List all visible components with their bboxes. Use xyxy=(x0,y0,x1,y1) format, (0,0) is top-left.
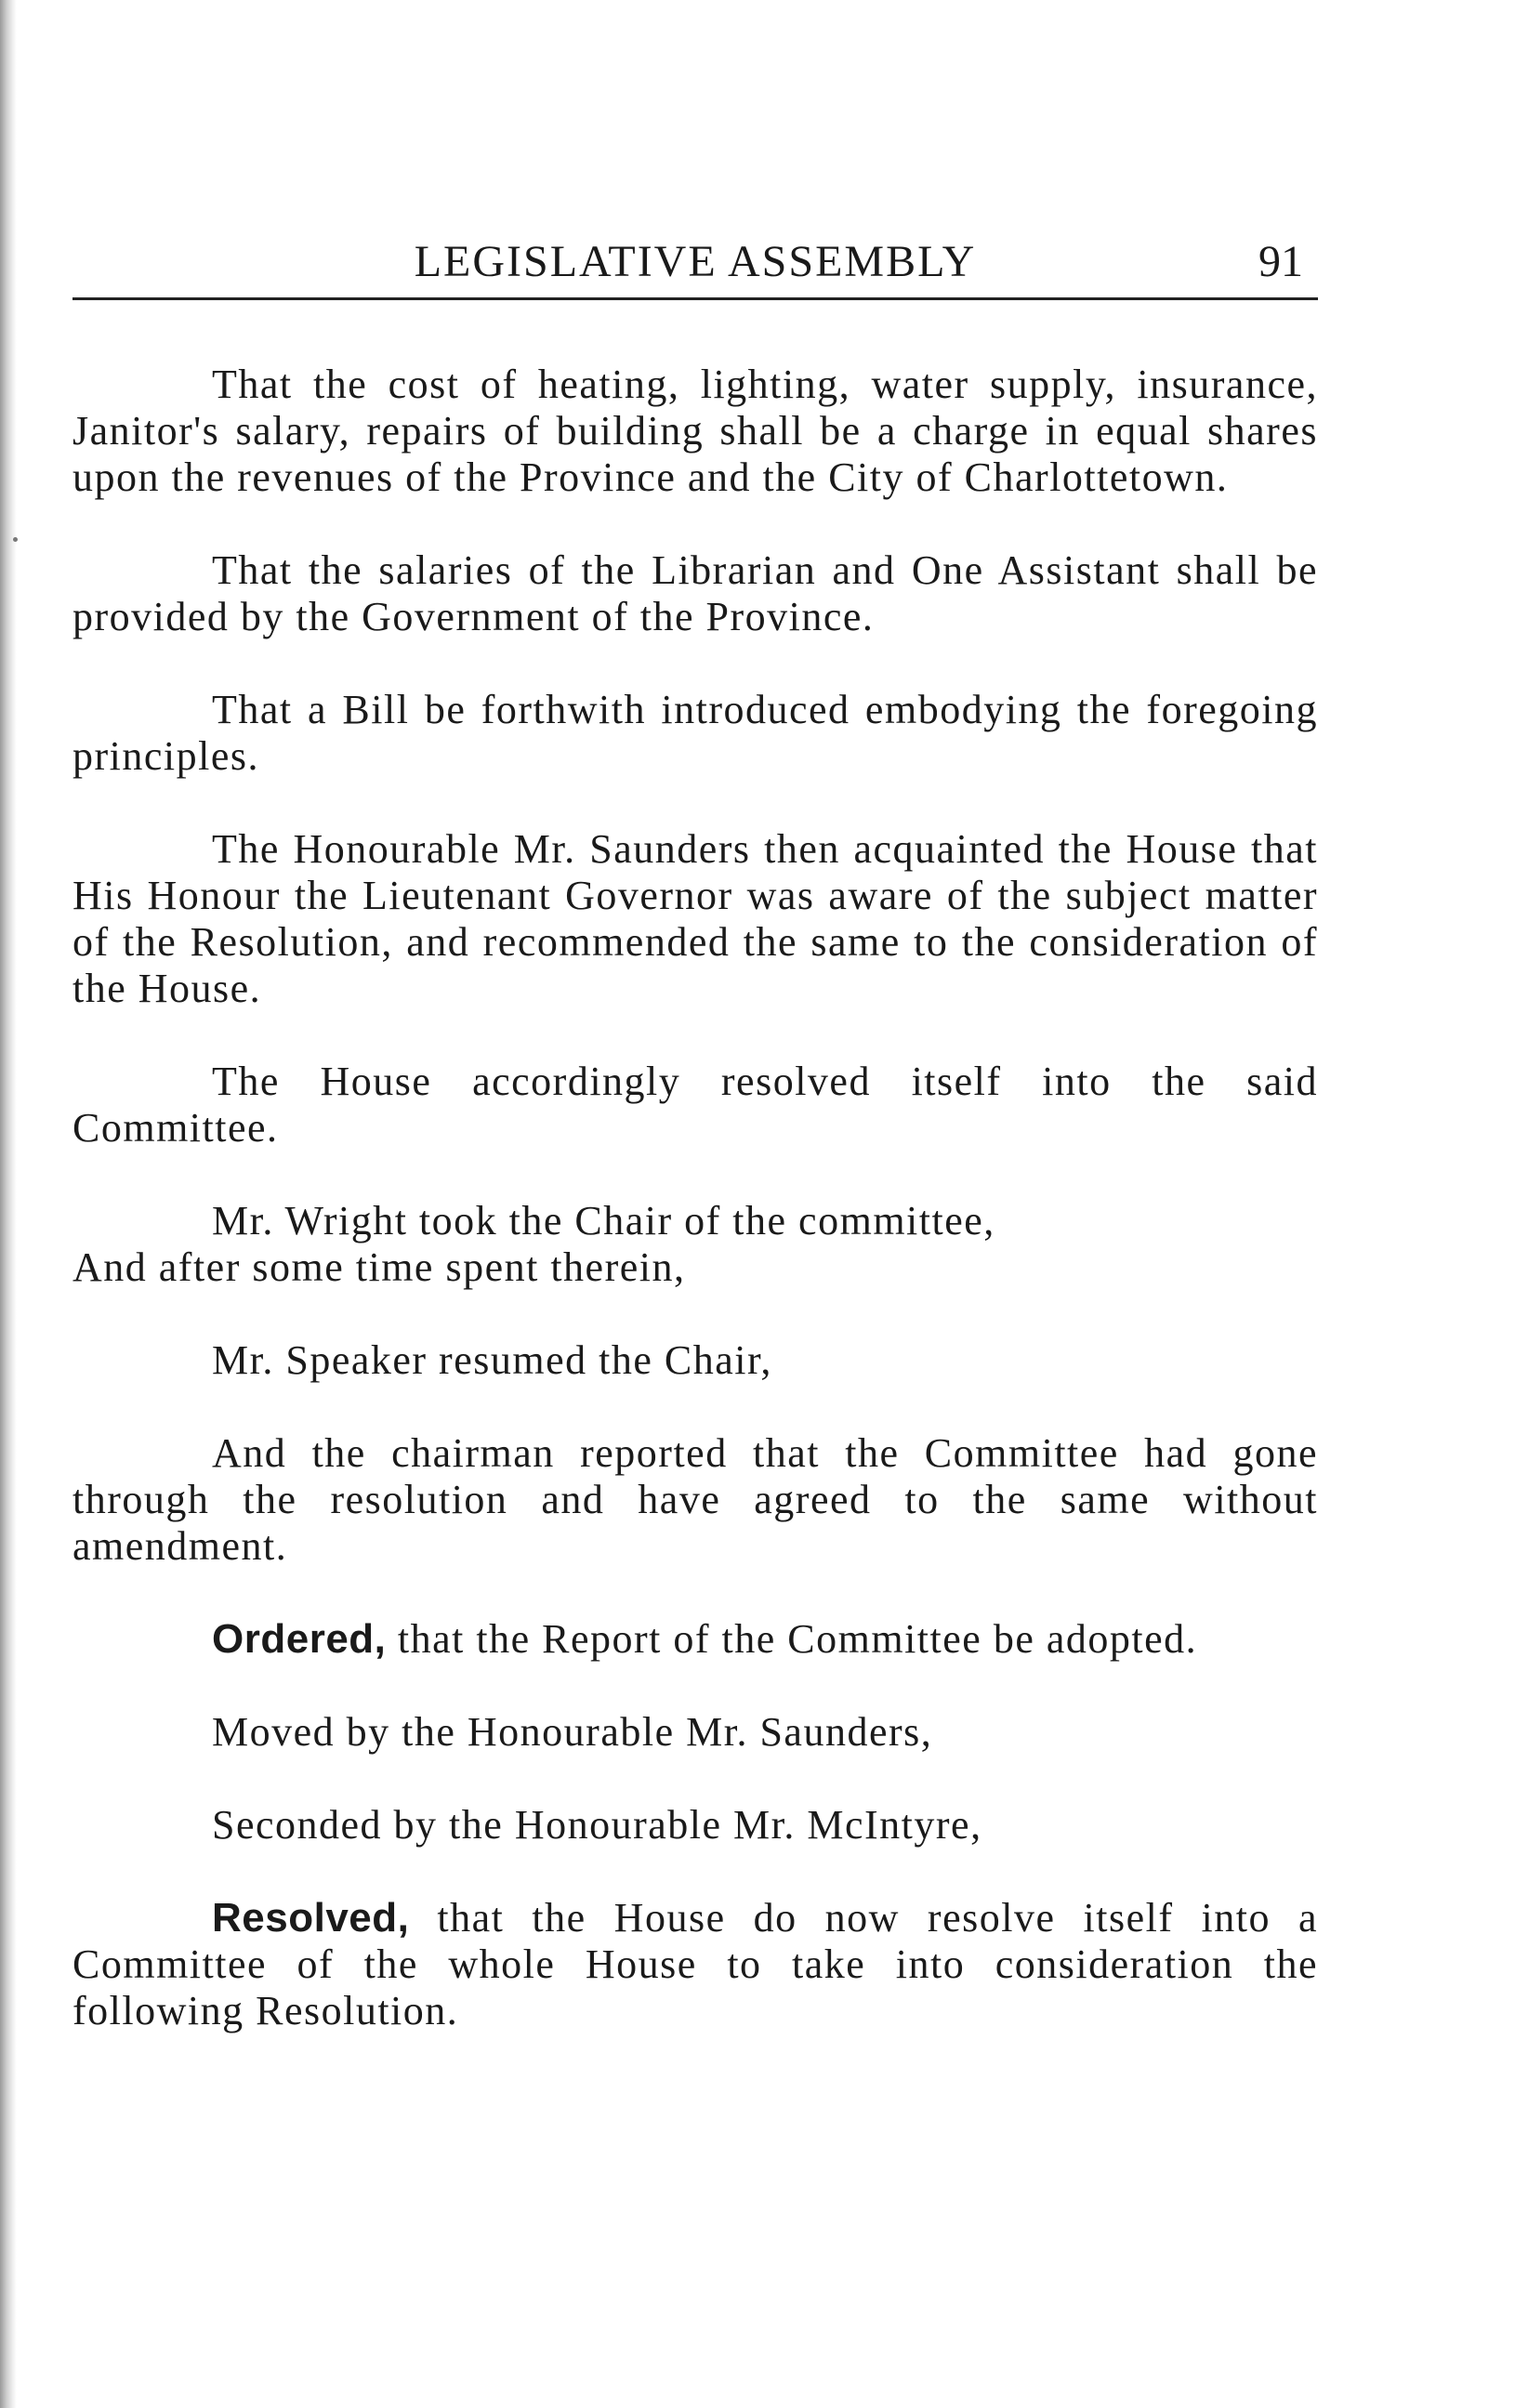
paragraph-text: that the Report of the Committee be adopted. xyxy=(386,1616,1198,1662)
paragraph-text: Moved by the Honourable Mr. Saunders, xyxy=(212,1709,933,1755)
page-number: 91 xyxy=(1258,237,1303,286)
margin-speck xyxy=(13,537,18,542)
paragraph-lead-word: Ordered, xyxy=(212,1616,387,1662)
paragraph-text: that the House do now resolve itself into a Committee of the whole House to take into consideration the following Resolution. xyxy=(72,1895,1318,2033)
paragraph-ordered xyxy=(72,1616,1318,1663)
paragraph-text: The House accordingly resolved itself into the said Committee. xyxy=(72,1059,1318,1151)
paragraph-text: That a Bill be forthwith introduced embodying the foregoing principles. xyxy=(72,687,1318,779)
paragraph-cost-sharing xyxy=(72,362,1318,501)
paragraph-text-continued: And after some time spent therein, xyxy=(72,1244,686,1290)
paragraph-text: Seconded by the Honourable Mr. McIntyre, xyxy=(212,1802,982,1848)
document-page xyxy=(72,232,1318,2081)
paragraph-speaker-resumed xyxy=(72,1337,1318,1384)
body-text xyxy=(72,362,1318,2034)
paragraph-salaries xyxy=(72,547,1318,640)
paragraph-text: Mr. Speaker resumed the Chair, xyxy=(212,1337,772,1383)
running-head xyxy=(72,232,1318,300)
paragraph-lead-word: Resolved, xyxy=(212,1895,410,1941)
paragraph-text: The Honourable Mr. Saunders then acquainted the House that His Honour the Lieutenant Governor was aware of the subject matter of the Resolution, and recommended the same to the consideration of the House. xyxy=(72,826,1318,1011)
paragraph-resolved xyxy=(72,1895,1318,2034)
paragraph-text: And the chairman reported that the Committee had gone through the resolution and have agreed to the same without amendment. xyxy=(72,1430,1318,1569)
paragraph-chairman-report xyxy=(72,1430,1318,1570)
paragraph-bill xyxy=(72,687,1318,780)
paragraph-moved-by xyxy=(72,1709,1318,1756)
paragraph-text: That the salaries of the Librarian and One Assistant shall be provided by the Government of the Province. xyxy=(72,547,1318,639)
paragraph-house-resolved xyxy=(72,1059,1318,1151)
paragraph-text: That the cost of heating, lighting, water supply, insurance, Janitor's salary, repairs of building shall be a charge in equal shares upon the revenues of the Province and the City of Charlottetown. xyxy=(72,362,1318,500)
book-spine-shadow xyxy=(0,0,17,2408)
paragraph-chair-committee xyxy=(72,1198,1318,1291)
paragraph-text: Mr. Wright took the Chair of the committee, xyxy=(212,1198,995,1243)
paragraph-seconded-by xyxy=(72,1802,1318,1849)
paragraph-governor-aware xyxy=(72,826,1318,1012)
running-title: LEGISLATIVE ASSEMBLY xyxy=(414,237,977,286)
